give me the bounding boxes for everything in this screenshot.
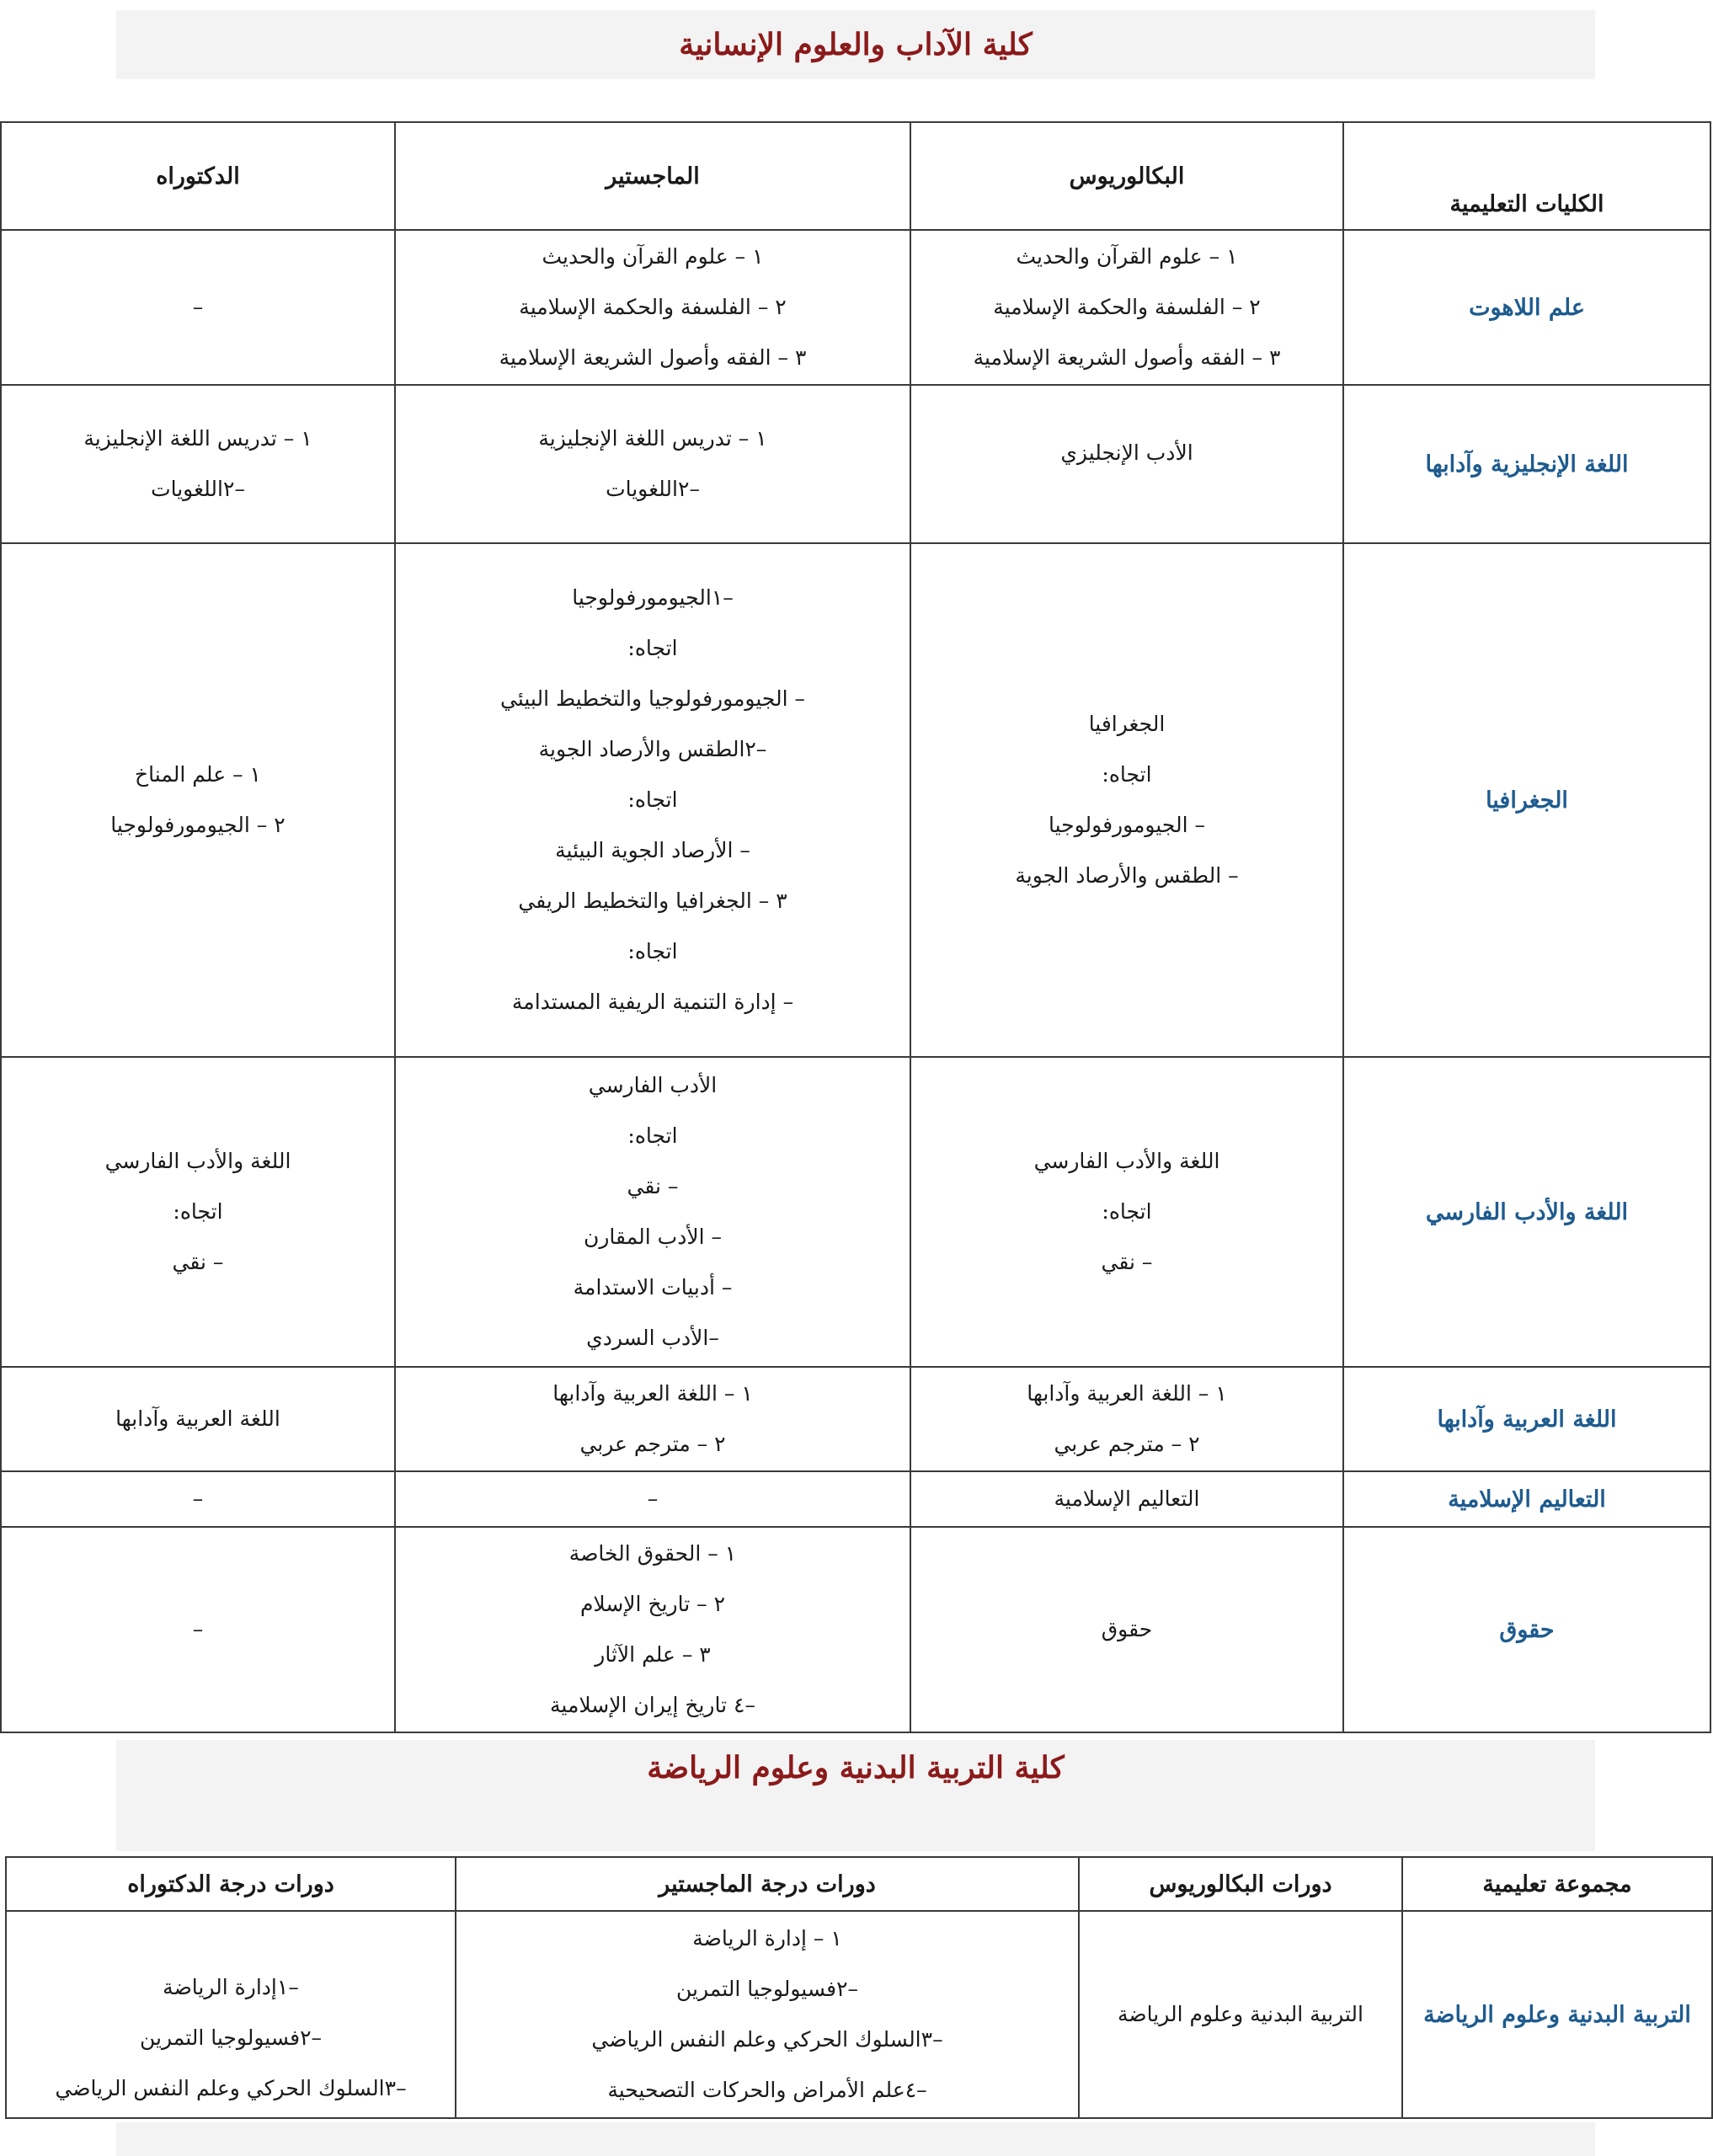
header-faculty: مجموعة تعليمية [1402, 1857, 1712, 1911]
program-line: – الجيومورفولوجيا والتخطيط البيئي [499, 686, 806, 711]
program-line: اتجاه: [627, 636, 678, 660]
table-header-row [6, 1857, 1712, 1911]
program-line: ١ – اللغة العربية وآدابها [1027, 1381, 1227, 1406]
section-2-title: كلية التربية البدنية وعلوم الرياضة [647, 1750, 1065, 1785]
program-line: اتجاه: [627, 1123, 678, 1148]
header-bachelor: البكالوريوس [910, 122, 1343, 230]
program-line: اتجاه: [1102, 762, 1152, 787]
bachelor-cell [910, 1367, 1343, 1471]
phd-cell [1, 1057, 395, 1367]
bachelor-cell [910, 543, 1343, 1057]
master-cell [456, 1911, 1079, 2118]
program-line: – نقي [172, 1250, 224, 1274]
program-line: –٢فسيولوجيا التمرين [675, 1977, 859, 2001]
program-line: اتجاه: [627, 787, 678, 812]
phd-cell [6, 1911, 456, 2118]
program-line: – الأدب المقارن [584, 1225, 722, 1249]
program-line: ١ – اللغة العربية وآدابها [552, 1381, 753, 1406]
program-line: الجغرافيا [1088, 712, 1166, 736]
program-line: اللغة والأدب الفارسي [104, 1149, 291, 1173]
program-line: ٣ – الفقه وأصول الشريعة الإسلامية [973, 345, 1281, 370]
section-1-title: كلية الآداب والعلوم الإنسانية [679, 27, 1033, 62]
table-row [1, 1527, 1710, 1732]
header-faculty: الكليات التعليمية [1343, 122, 1710, 230]
master-cell [395, 1527, 910, 1732]
program-line: ٢ – الجيومورفولوجيا [110, 813, 286, 837]
master-cell [395, 385, 910, 543]
table-row [1, 543, 1710, 1057]
faculty-name: التربية البدنية وعلوم الرياضة [1402, 1911, 1712, 2118]
program-line: ٣ – الجغرافيا والتخطيط الريفي [518, 889, 787, 913]
program-line: ١ – تدريس اللغة الإنجليزية [538, 426, 767, 451]
program-line: التربية البدنية وعلوم الرياضة [1117, 2002, 1363, 2026]
program-line: – نقي [627, 1174, 679, 1198]
program-line: –٤علم الأمراض والحركات التصحيحية [607, 2078, 927, 2102]
program-line: اللغة والأدب الفارسي [1033, 1149, 1220, 1173]
bachelor-cell [910, 385, 1343, 543]
program-line: ١ – علم المناخ [135, 762, 261, 787]
master-cell [395, 1057, 910, 1367]
master-cell [395, 230, 910, 385]
faculty-name: اللغة والأدب الفارسي [1343, 1057, 1710, 1367]
table-header-row [1, 122, 1710, 230]
table-row [1, 1057, 1710, 1367]
program-line: ٢ – تاريخ الإسلام [579, 1592, 726, 1616]
table-row [1, 1471, 1710, 1527]
program-line: ٢ – الفلسفة والحكمة الإسلامية [993, 295, 1261, 319]
table-row [1, 385, 1710, 543]
header-phd: الدكتوراه [1, 122, 395, 230]
section-2-title-banner [116, 1740, 1595, 1851]
program-line: –١إدارة الرياضة [163, 1975, 299, 1999]
faculty-of-physical-education-table [5, 1856, 1713, 2119]
program-line: الأدب الفارسي [588, 1073, 718, 1097]
program-line: – [192, 1617, 204, 1641]
master-cell [395, 1471, 910, 1527]
bachelor-cell [910, 230, 1343, 385]
program-line: –٢فسيولوجيا التمرين [139, 2025, 323, 2050]
program-line: اللغة العربية وآدابها [115, 1406, 280, 1431]
program-line: ٢ – الفلسفة والحكمة الإسلامية [519, 295, 787, 319]
program-line: التعاليم الإسلامية [1054, 1486, 1200, 1511]
program-line: –٢اللغويات [151, 477, 245, 501]
program-line: – الطقس والأرصاد الجوية [1015, 863, 1239, 888]
program-line: ٢ – مترجم عربي [1054, 1432, 1200, 1456]
program-line: – إدارة التنمية الريفية المستدامة [511, 990, 794, 1014]
header-master: الماجستير [395, 122, 910, 230]
program-line: ١ – علوم القرآن والحديث [542, 244, 764, 269]
program-line: الأدب الإنجليزي [1060, 440, 1193, 465]
program-line: – [647, 1486, 659, 1511]
master-cell [395, 1367, 910, 1471]
program-line: اتجاه: [173, 1199, 223, 1224]
program-line: –٣السلوك الحركي وعلم النفس الرياضي [591, 2027, 943, 2052]
program-line: ١ – تدريس اللغة الإنجليزية [83, 426, 312, 451]
program-line: ٣ – الفقه وأصول الشريعة الإسلامية [499, 345, 807, 370]
program-line: – [192, 1486, 204, 1511]
table-row [1, 230, 1710, 385]
faculty-name: التعاليم الإسلامية [1343, 1471, 1710, 1527]
faculty-name: اللغة الإنجليزية وآدابها [1343, 385, 1710, 543]
table-row [6, 1911, 1712, 2118]
faculty-name: الجغرافيا [1343, 543, 1710, 1057]
program-line: – أدبيات الاستدامة [573, 1275, 733, 1299]
header-bachelor: دورات البكالوريوس [1079, 1857, 1402, 1911]
phd-cell [1, 385, 395, 543]
program-line: –٣السلوك الحركي وعلم النفس الرياضي [55, 2076, 407, 2100]
program-line: –١الجيومورفولوجيا [572, 585, 734, 610]
bachelor-cell [910, 1527, 1343, 1732]
program-line: –٢الطقس والأرصاد الجوية [538, 737, 767, 761]
phd-cell [1, 543, 395, 1057]
phd-cell [1, 1367, 395, 1471]
header-master: دورات درجة الماجستير [456, 1857, 1079, 1911]
faculty-name: حقوق [1343, 1527, 1710, 1732]
phd-cell [1, 1527, 395, 1732]
program-line: حقوق [1101, 1617, 1153, 1641]
program-line: اتجاه: [1102, 1199, 1152, 1224]
program-line: – نقي [1101, 1250, 1153, 1274]
program-line: ١ – علوم القرآن والحديث [1016, 244, 1238, 269]
phd-cell [1, 1471, 395, 1527]
faculty-name: علم اللاهوت [1343, 230, 1710, 385]
bachelor-cell [1079, 1911, 1402, 2118]
bachelor-cell [910, 1057, 1343, 1367]
faculty-of-arts-table [0, 121, 1711, 1733]
program-line: – الأرصاد الجوية البيئية [555, 838, 750, 862]
program-line: ٣ – علم الآثار [595, 1642, 711, 1667]
program-line: ١ – إدارة الرياضة [692, 1926, 842, 1951]
program-line: – [192, 295, 204, 319]
program-line: ٢ – مترجم عربي [579, 1432, 726, 1456]
table-row [1, 1367, 1710, 1471]
bachelor-cell [910, 1471, 1343, 1527]
footer-banner [116, 2122, 1595, 2156]
section-1-title-banner [116, 10, 1595, 79]
program-line: اتجاه: [627, 939, 678, 963]
phd-cell [1, 230, 395, 385]
program-line: –٢اللغويات [606, 477, 700, 501]
master-cell [395, 543, 910, 1057]
faculty-name: اللغة العربية وآدابها [1343, 1367, 1710, 1471]
program-line: –الأدب السردي [586, 1326, 719, 1350]
program-line: –٤ تاريخ إيران الإسلامية [550, 1693, 755, 1717]
program-line: ١ – الحقوق الخاصة [568, 1541, 737, 1566]
header-phd: دورات درجة الدكتوراه [6, 1857, 456, 1911]
program-line: – الجيومورفولوجيا [1049, 813, 1205, 837]
